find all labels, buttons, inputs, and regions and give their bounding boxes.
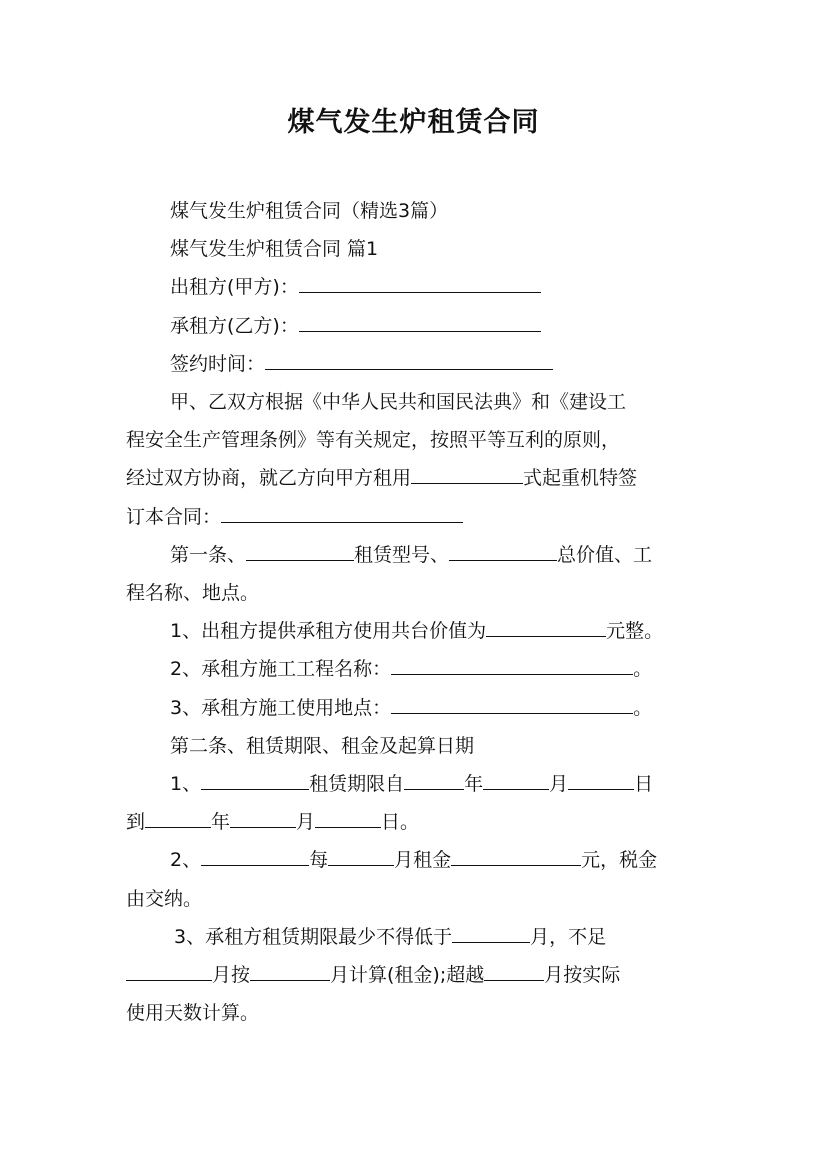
- site-location-blank: [391, 694, 633, 714]
- lessor-blank: [299, 273, 541, 293]
- section-heading: 煤气发生炉租赁合同 篇1: [170, 238, 379, 261]
- article2-item1-blank: [201, 770, 309, 790]
- article1-item1a: 1、出租方提供承租方使用共台价值为: [170, 620, 487, 643]
- document-title: 煤气发生炉租赁合同: [287, 107, 540, 138]
- sign-time-line: [126, 345, 706, 383]
- min-term-blank: [452, 923, 530, 943]
- intro-line-3b: 式起重机特签: [523, 467, 638, 490]
- article2-item-3-line-3: 使用天数计算。: [126, 1002, 260, 1025]
- end-day-blank: [315, 808, 381, 828]
- article1-item2a: 2、承租方施工工程名称：: [170, 658, 392, 681]
- lessee-line: [126, 307, 706, 345]
- intro-line-2: 程安全生产管理条例》等有关规定，按照平等互利的原则，: [126, 429, 621, 452]
- sign-time-label: 签约时间：: [170, 352, 266, 375]
- article2-item2-blank-2: [328, 846, 394, 866]
- article1-item3b: 。: [633, 696, 653, 719]
- article1-line-1: [126, 536, 706, 574]
- article1-item-2: [126, 650, 706, 688]
- article2-item-2-line-1: [126, 841, 706, 879]
- lessor-label: 出租方(甲方)：: [170, 276, 299, 299]
- rent-amount-blank: [451, 846, 581, 866]
- end-month-blank: [230, 808, 296, 828]
- article2-item3-d: 月计算(租金);超越: [330, 964, 485, 987]
- article1-item3a: 3、承租方施工使用地点：: [170, 696, 392, 719]
- shortfall-blank: [126, 961, 212, 981]
- article1-item2b: 。: [633, 658, 653, 681]
- end-day-label: 日。: [381, 811, 420, 834]
- contract-blank: [221, 503, 463, 523]
- document-subtitle: 煤气发生炉租赁合同（精选3篇）: [170, 200, 449, 222]
- article2-item2-rent: 月租金: [394, 849, 452, 872]
- intro-line-4-text: 订本合同：: [126, 505, 222, 528]
- article1-line1c: 总价值、工: [557, 543, 653, 566]
- start-day-blank: [568, 770, 634, 790]
- project-name-blank: [391, 655, 633, 675]
- article1-blank-1: [246, 541, 354, 561]
- end-to-label: 到: [126, 811, 146, 834]
- article2-item-3-line-2: [126, 956, 706, 994]
- intro-line-3a: 经过双方协商，就乙方向甲方租用: [126, 467, 412, 490]
- start-month-label: 月: [549, 773, 569, 796]
- value-blank: [486, 617, 606, 637]
- lessee-label: 承租方(乙方)：: [170, 314, 299, 337]
- document-body: [126, 192, 706, 1032]
- article2-item2-yuan: 元，税金: [581, 849, 658, 872]
- article1-item-3: [126, 689, 706, 727]
- article1-line1a: 第一条、: [170, 543, 247, 566]
- article1-line-2: 程名称、地点。: [126, 582, 260, 605]
- crane-type-blank: [411, 464, 523, 484]
- article2-item3-a: 3、承租方租赁期限最少不得低于: [174, 925, 453, 948]
- article1-item1b: 元整。: [606, 620, 664, 643]
- article2-item2-each: 每: [309, 849, 329, 872]
- article2-item3-b: 月，不足: [530, 925, 607, 948]
- intro-line-4: [126, 498, 706, 536]
- end-month-label: 月: [296, 811, 316, 834]
- lessee-blank: [299, 312, 541, 332]
- article2-item3-c: 月按: [212, 964, 251, 987]
- start-year-blank: [404, 770, 464, 790]
- start-day-label: 日: [634, 773, 654, 796]
- end-year-label: 年: [211, 811, 231, 834]
- article2-item3-e: 月按实际: [544, 964, 621, 987]
- article1-blank-2: [449, 541, 557, 561]
- article2-item2-blank-1: [201, 846, 309, 866]
- article2-item1-from: 租赁期限自: [309, 773, 405, 796]
- article2-item-1-line-1: [126, 765, 706, 803]
- article2-item1-prefix: 1、: [170, 773, 202, 796]
- article2-item-3-line-1: [126, 918, 706, 956]
- intro-line-1: 甲、乙双方根据《中华人民共和国民法典》和《建设工: [170, 391, 627, 414]
- article2-item-2-line-2: 由交纳。: [126, 887, 203, 910]
- end-year-blank: [145, 808, 211, 828]
- intro-line-3: [126, 459, 706, 497]
- article2-heading: 第二条、租赁期限、租金及起算日期: [170, 734, 475, 757]
- article1-line1b: 租赁型号、: [354, 543, 450, 566]
- article1-item-1: [126, 612, 706, 650]
- billing-months-blank: [250, 961, 330, 981]
- sign-time-blank: [265, 350, 553, 370]
- article2-item2-prefix: 2、: [170, 849, 202, 872]
- article2-item-1-line-2: [126, 803, 706, 841]
- lessor-line: [126, 268, 706, 306]
- exceed-months-blank: [484, 961, 544, 981]
- start-year-label: 年: [464, 773, 484, 796]
- start-month-blank: [483, 770, 549, 790]
